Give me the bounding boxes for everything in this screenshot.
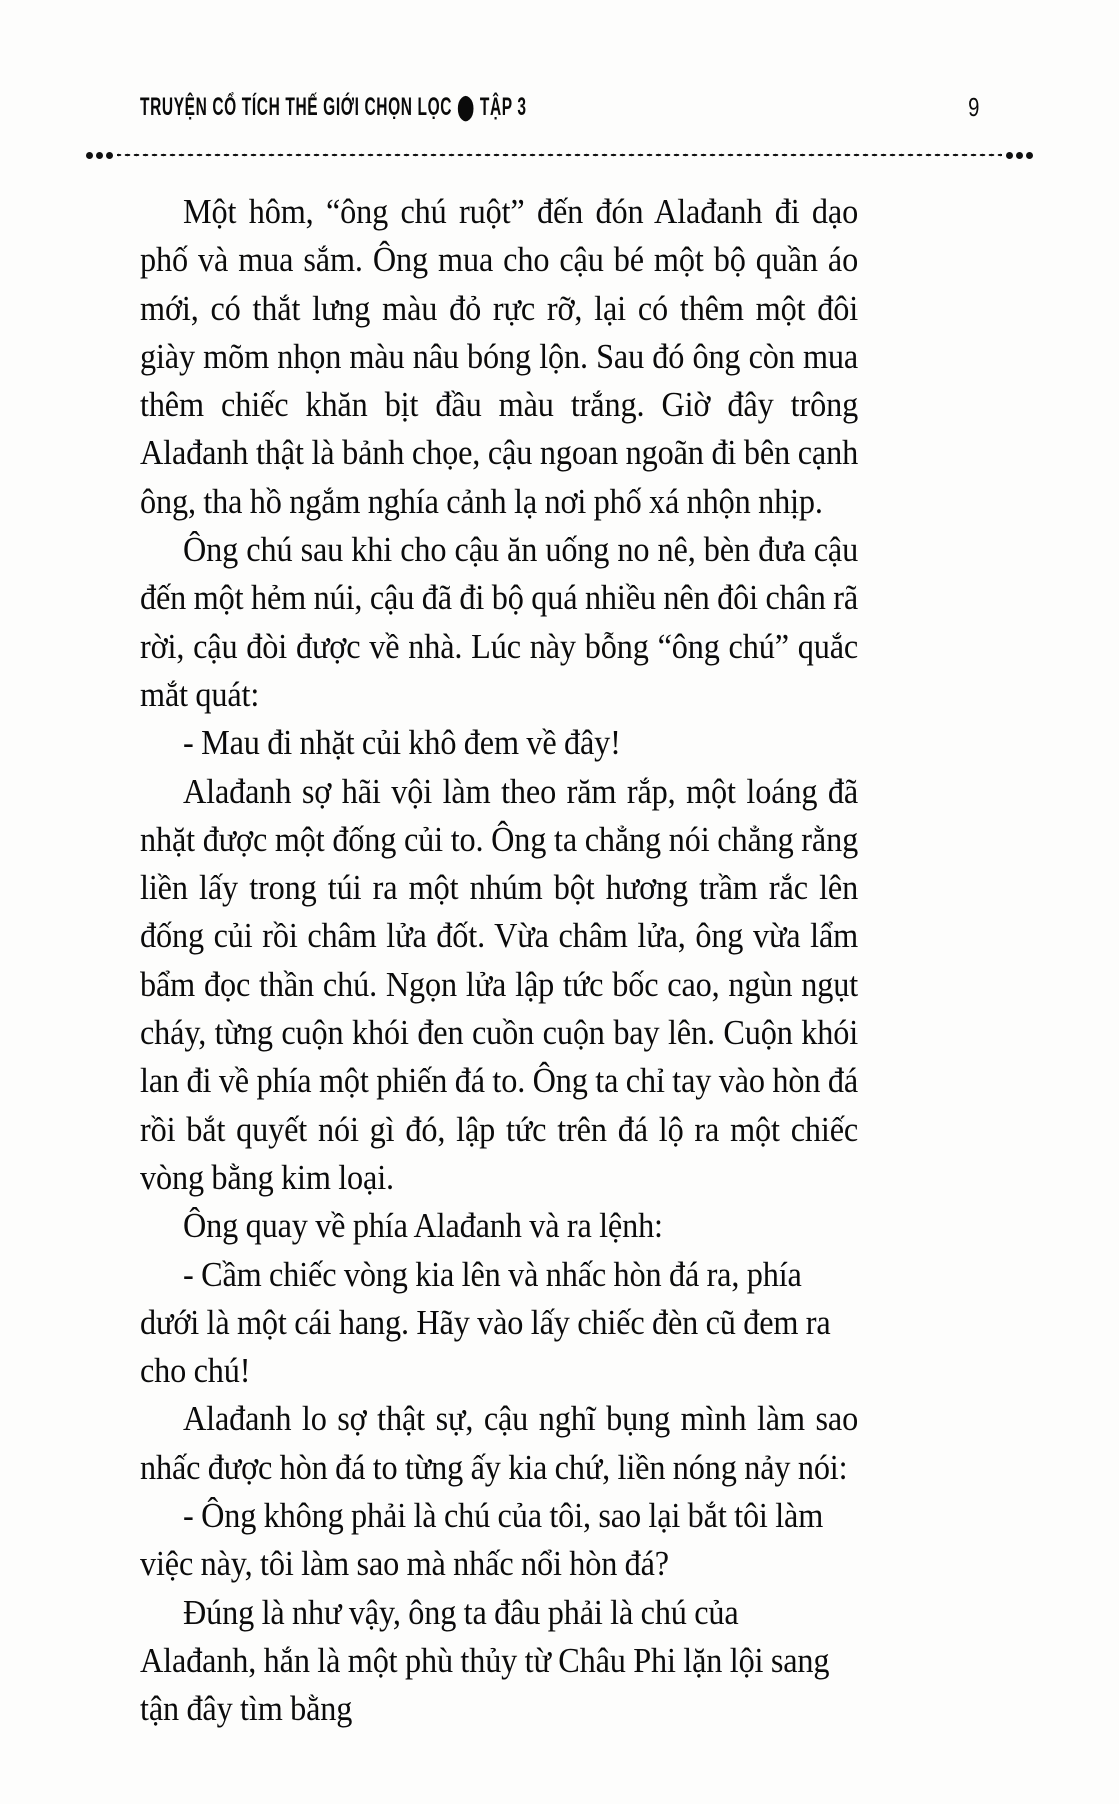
paragraph: Một hôm, “ông chú ruột” đến đón Alađanh đi dạo phố và mua sắm. Ông mua cho cậu bé một bộ quần áo mới, có thắt lưng màu đỏ rực rỡ, lại có thêm một đôi giày mõm nhọn màu nâu bóng lộn. Sau đó ông còn mua thêm chiếc khăn bịt đầu màu trắng. Giờ đây trông Alađanh thật là bảnh chọe, cậu ngoan ngoãn đi bên cạnh ông, tha hồ ngắm nghía cảnh lạ nơi phố xá nhộn nhịp. [140, 193, 859, 521]
body-text-block [140, 188, 858, 1734]
divider-right-dots [1006, 152, 1033, 159]
dotted-divider [86, 150, 1033, 160]
paragraph: Alađanh sợ hãi vội làm theo răm rắp, một loáng đã nhặt được một đống củi to. Ông ta chẳng nói chẳng rằng liền lấy trong túi ra một nhúm bột hương trầm rắc lên đống củi rồi châm lửa đốt. Vừa châm lửa, ông vừa lẩm bẩm đọc thần chú. Ngọn lửa lập tức bốc cao, ngùn ngụt cháy, từng cuộn khói đen cuồn cuộn bay lên. Cuộn khói lan đi về phía một phiến đá to. Ông ta chỉ tay vào hòn đá rồi bắt quyết nói gì đó, lập tức trên đá lộ ra một chiếc vòng bằng kim loại. [140, 772, 859, 1197]
paragraph: Alađanh lo sợ thật sự, cậu nghĩ bụng mình làm sao nhấc được hòn đá to từng ấy kia chứ, liền nóng nảy nói: [140, 1400, 859, 1487]
page-number: 9 [967, 92, 979, 122]
running-head [140, 78, 979, 120]
divider-left-dots [86, 152, 113, 159]
dialogue-line: - Ông không phải là chú của tôi, sao lại bắt tôi làm việc này, tôi làm sao mà nhấc nổi hòn đá? [140, 1497, 824, 1584]
dialogue-line: - Cầm chiếc vòng kia lên và nhấc hòn đá ra, phía dưới là một cái hang. Hãy vào lấy chiếc đèn cũ đem ra cho chú! [140, 1255, 831, 1391]
paragraph: Đúng là như vậy, ông ta đâu phải là chú của Alađanh, hắn là một phù thủy từ Châu Phi lặn lội sang tận đây tìm bằng [140, 1593, 830, 1729]
paragraph: Ông chú sau khi cho cậu ăn uống no nê, bèn đưa cậu đến một hẻm núi, cậu đã đi bộ quá nhiều nên đôi chân rã rời, cậu đòi được về nhà. Lúc này bỗng “ông chú” quắc mắt quát: [140, 531, 859, 714]
divider-dot-line [117, 153, 1002, 157]
running-title: TRUYỆN CỔ TÍCH THẾ GIỚI CHỌN LỌC ⬤ TẬP 3 [140, 93, 527, 121]
paragraph: Ông quay về phía Alađanh và ra lệnh: [183, 1207, 663, 1246]
dialogue-line: - Mau đi nhặt củi khô đem về đây! [183, 724, 621, 763]
